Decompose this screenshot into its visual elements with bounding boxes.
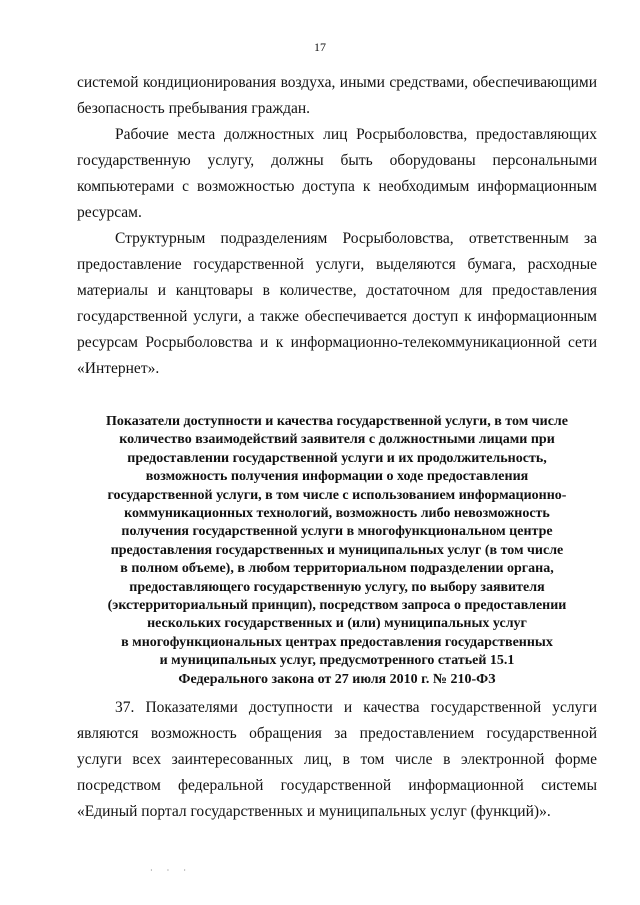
heading-line: нескольких государственных и (или) муниципальных услуг bbox=[147, 616, 527, 632]
scan-artifact-dots: · · · bbox=[150, 866, 192, 875]
heading-line: предоставлении государственной услуги и их продолжительность, bbox=[127, 450, 547, 466]
heading-line: (экстерриториальный принцип), посредством запроса о предоставлении bbox=[107, 598, 567, 614]
body-section-top bbox=[77, 70, 597, 382]
heading-line: в полном объеме), в любом территориальном подразделении органа, bbox=[120, 561, 554, 577]
heading-line: Федерального закона от 27 июля 2010 г. № 210-ФЗ bbox=[178, 671, 496, 687]
paragraph-continuation: системой кондиционирования воздуха, иными средствами, обеспечивающими безопасность пребывания граждан. bbox=[77, 74, 597, 117]
heading-line: возможность получения информации о ходе предоставления bbox=[145, 469, 529, 485]
heading-line: количество взаимодействий заявителя с должностными лицами при bbox=[119, 432, 555, 448]
heading-line: получения государственной услуги в многофункциональном центре bbox=[121, 524, 553, 540]
heading-line: Показатели доступности и качества государственной услуги, в том числе bbox=[105, 414, 568, 429]
paragraph-workplaces: Рабочие места должностных лиц Росрыболовства, предоставляющих государственную услугу, должны быть оборудованы персональными компьютерами с возможностью доступа к необходимым информационным ресурсам. bbox=[77, 126, 597, 221]
heading-line: коммуникационных технологий, возможность либо невозможность bbox=[124, 506, 550, 522]
heading-line: предоставления государственных и муниципальных услуг (в том числе bbox=[110, 542, 564, 558]
paragraph-structural-units: Структурным подразделениям Росрыболовства, ответственным за предоставление государственной услуги, выделяются бумага, расходные материалы и канцтовары в количестве, достаточном для предоставления государственной услуги, а также обеспечивается доступ к информационным ресурсам Росрыболовства и к информационно-телекоммуникационной сети «Интернет». bbox=[77, 230, 597, 377]
section-heading bbox=[77, 413, 597, 689]
body-section-37 bbox=[77, 695, 597, 825]
paragraph-37: 37. Показателями доступности и качества государственной услуги являются возможность обращения за предоставлением государственной услуги всех заинтересованных лиц, в том числе в электронной форме посредством федеральной государственной информационной системы «Единый портал государственных и муниципальных услуг (функций)». bbox=[77, 699, 597, 820]
page-number: 17 bbox=[314, 40, 326, 54]
heading-line: в многофункциональных центрах предоставления государственных bbox=[121, 634, 553, 650]
heading-line: предоставляющего государственную услугу, по выбору заявителя bbox=[129, 579, 545, 595]
heading-line: и муниципальных услуг, предусмотренного статьей 15.1 bbox=[159, 653, 515, 669]
heading-line: государственной услуги, в том числе с использованием информационно- bbox=[107, 487, 567, 503]
